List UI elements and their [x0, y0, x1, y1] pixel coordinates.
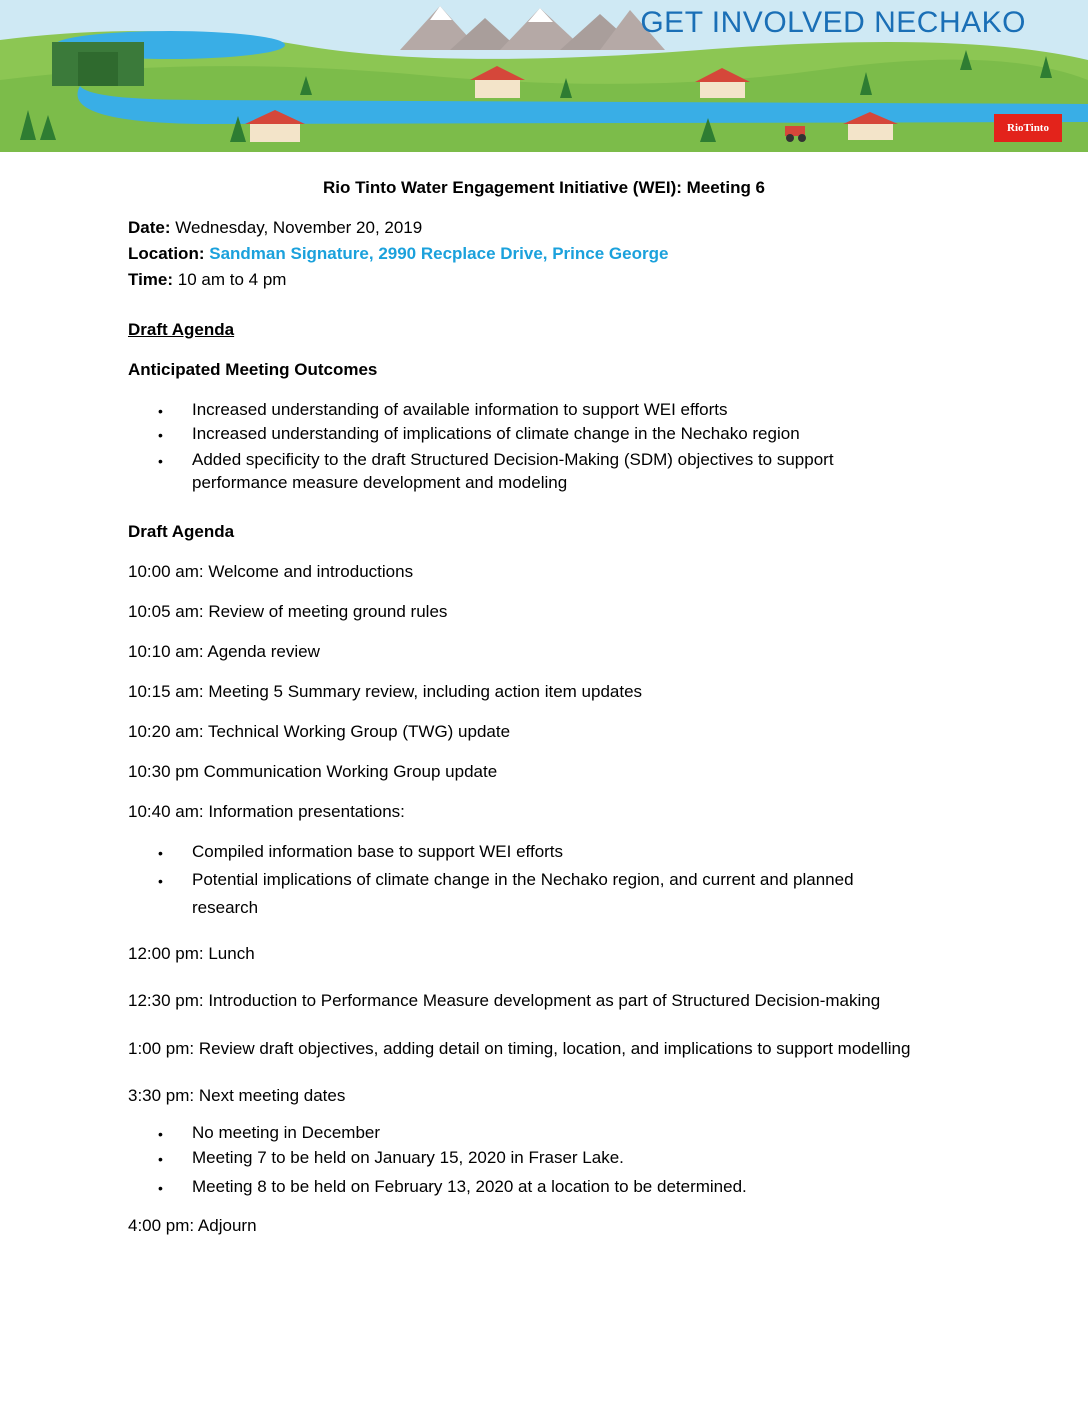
agenda-item: 10:15 am: Meeting 5 Summary review, including action item updates: [128, 682, 643, 701]
bullet-icon: •: [158, 453, 163, 469]
meeting-date-item: No meeting in December: [192, 1123, 381, 1142]
agenda-item: 10:20 am: Technical Working Group (TWG) update: [128, 722, 511, 741]
bullet-icon: •: [158, 427, 163, 443]
time-line: [128, 270, 286, 290]
presentation-item: Compiled information base to support WEI efforts: [192, 842, 564, 861]
bullet-icon: •: [158, 1151, 163, 1167]
presentation-item-continued: research: [192, 898, 259, 917]
adjourn-item: 4:00 pm: Adjourn: [128, 1216, 257, 1235]
outcome-item-continued: performance measure development and modeling: [192, 473, 568, 492]
time-value: 10 am to 4 pm: [177, 270, 287, 289]
outcomes-heading: Anticipated Meeting Outcomes: [128, 360, 378, 379]
bullet-icon: •: [158, 1180, 163, 1196]
banner-title: GET INVOLVED NECHAKO: [640, 6, 1026, 39]
outcome-item: Increased understanding of implications of climate change in the Nechako region: [192, 424, 800, 443]
draft-agenda-heading: Draft Agenda: [128, 320, 235, 339]
agenda-item: 3:30 pm: Next meeting dates: [128, 1086, 346, 1105]
agenda-item: 10:30 pm Communication Working Group update: [128, 762, 498, 781]
meeting-date-item: Meeting 7 to be held on January 15, 2020 in Fraser Lake.: [192, 1148, 624, 1167]
agenda-item: 10:40 am: Information presentations:: [128, 802, 405, 821]
agenda-item: 12:30 pm: Introduction to Performance Measure development as part of Structured Decision-making: [128, 991, 881, 1010]
location-label: Location:: [128, 244, 205, 263]
agenda-item: 1:00 pm: Review draft objectives, adding detail on timing, location, and implications to support modelling: [128, 1039, 911, 1058]
agenda-item: 10:00 am: Welcome and introductions: [128, 562, 414, 581]
header-banner: [0, 0, 1088, 152]
location-link[interactable]: Sandman Signature, 2990 Recplace Drive, Prince George: [209, 244, 669, 263]
date-label: Date:: [128, 218, 171, 237]
bullet-icon: •: [158, 873, 163, 889]
date-line: [128, 218, 422, 238]
time-label: Time:: [128, 270, 174, 289]
outcome-item: Added specificity to the draft Structured Decision-Making (SDM) objectives to support: [192, 450, 834, 469]
agenda-item: 10:10 am: Agenda review: [128, 642, 320, 661]
date-value: Wednesday, November 20, 2019: [175, 218, 423, 237]
bullet-icon: •: [158, 845, 163, 861]
bullet-icon: •: [158, 1126, 163, 1142]
document-title: Rio Tinto Water Engagement Initiative (WEI): Meeting 6: [322, 178, 766, 197]
bullet-icon: •: [158, 403, 163, 419]
rio-tinto-logo: RioTinto: [994, 114, 1062, 142]
presentation-item: Potential implications of climate change in the Nechako region, and current and planned: [192, 870, 854, 889]
meeting-date-item: Meeting 8 to be held on February 13, 2020 at a location to be determined.: [192, 1177, 747, 1196]
location-line: [128, 244, 668, 264]
agenda-item: 12:00 pm: Lunch: [128, 944, 255, 963]
outcome-item: Increased understanding of available information to support WEI efforts: [192, 400, 728, 419]
agenda-heading: Draft Agenda: [128, 522, 235, 541]
agenda-item: 10:05 am: Review of meeting ground rules: [128, 602, 448, 621]
